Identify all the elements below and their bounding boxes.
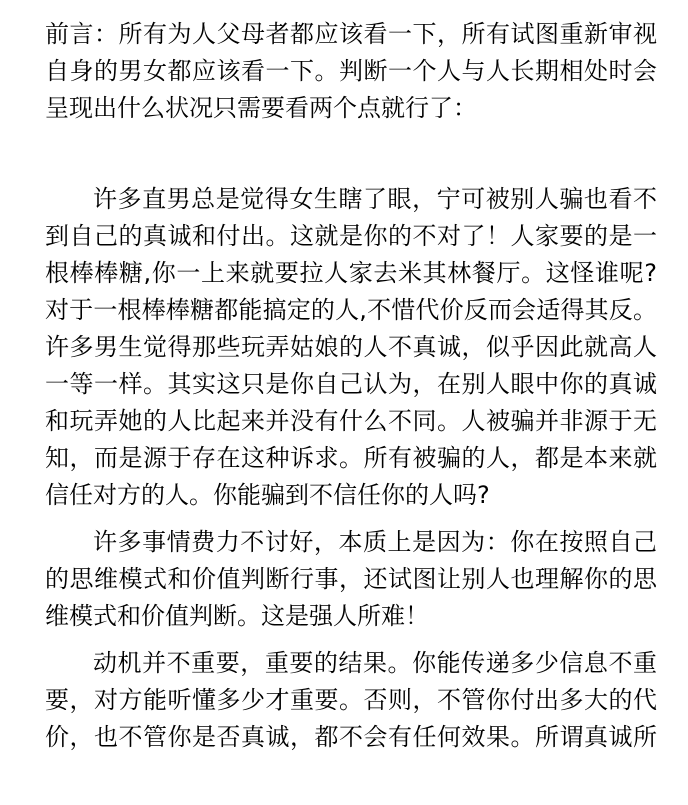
paragraph-1-line-7: 和玩弄她的人比起来并没有什么不同。人被骗并非源于无 xyxy=(45,407,657,435)
paragraph-1-line-9: 信任对方的人。你能骗到不信任你的人吗? xyxy=(45,481,490,509)
paragraph-1-line-3: 根棒棒糖,你一上来就要拉人家去米其林餐厅。这怪谁呢? xyxy=(45,259,657,287)
paragraph-3-line-3: 价，也不管你是否真诚，都不会有任何效果。所谓真诚所 xyxy=(45,723,657,751)
paragraph-1-line-1: 许多直男总是觉得女生瞎了眼，宁可被别人骗也看不 xyxy=(93,185,657,213)
preface-line-3: 呈现出什么状况只需要看两个点就行了： xyxy=(45,94,477,122)
paragraph-3-line-1: 动机并不重要，重要的结果。你能传递多少信息不重 xyxy=(93,649,657,677)
preface-line-1: 前言：所有为人父母者都应该看一下，所有试图重新审视 xyxy=(45,20,657,48)
paragraph-2-line-3: 维模式和价值判断。这是强人所难！ xyxy=(45,602,429,630)
preface-line-2: 自身的男女都应该看一下。判断一个人与人长期相处时会 xyxy=(45,57,657,85)
paragraph-1-line-2: 到自己的真诚和付出。这就是你的不对了！人家要的是一 xyxy=(45,222,657,250)
paragraph-3-line-2: 要，对方能听懂多少才重要。否则，不管你付出多大的代 xyxy=(45,686,657,714)
paragraph-2-line-1: 许多事情费力不讨好，本质上是因为：你在按照自己 xyxy=(93,528,657,556)
paragraph-2-line-2: 的思维模式和价值判断行事，还试图让别人也理解你的思 xyxy=(45,565,657,593)
paragraph-1-line-5: 许多男生觉得那些玩弄姑娘的人不真诚，似乎因此就高人 xyxy=(45,333,657,361)
paragraph-1-line-8: 知，而是源于存在这种诉求。所有被骗的人，都是本来就 xyxy=(45,444,657,472)
paragraph-1-line-6: 一等一样。其实这只是你自己认为，在别人眼中你的真诚 xyxy=(45,370,657,398)
paragraph-1-line-4: 对于一根棒棒糖都能搞定的人,不惜代价反而会适得其反。 xyxy=(45,296,657,324)
